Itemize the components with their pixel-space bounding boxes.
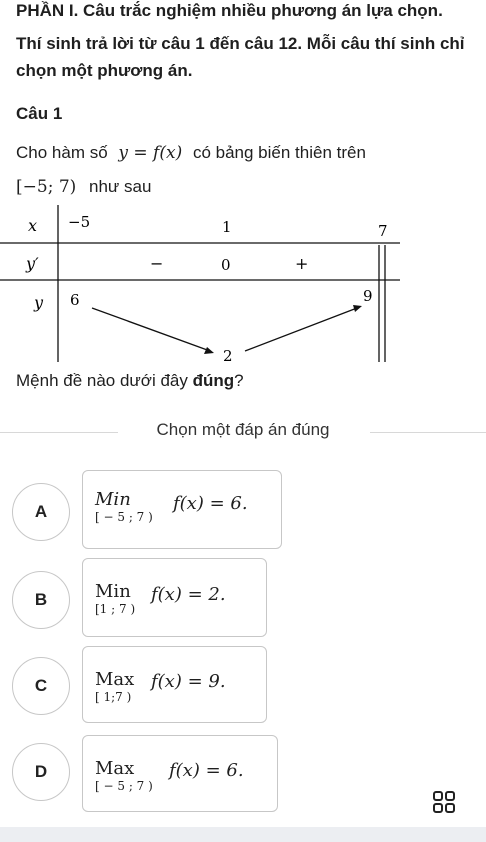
table-yprime-sign-left: − bbox=[150, 254, 164, 273]
option-c-button[interactable] bbox=[12, 657, 70, 715]
table-yprime-label: y′ bbox=[26, 254, 39, 273]
option-a-button[interactable] bbox=[12, 483, 70, 541]
table-y-value-start: 6 bbox=[70, 291, 80, 309]
question-text-after: có bảng biến thiên trên bbox=[192, 143, 366, 162]
option-a-expression: f(x) = 6. bbox=[173, 493, 248, 514]
table-yprime-sign-right: + bbox=[295, 254, 309, 273]
option-d-card[interactable] bbox=[82, 735, 278, 812]
option-d-expression: f(x) = 6. bbox=[169, 760, 244, 781]
option-b-card[interactable] bbox=[82, 558, 267, 637]
table-x-value-end: 7 bbox=[378, 222, 388, 240]
option-a-card[interactable] bbox=[82, 470, 282, 549]
choose-label: Chọn một đáp án đúng bbox=[156, 420, 330, 439]
bottom-bar bbox=[0, 827, 486, 842]
question-text-before: Cho hàm số bbox=[16, 143, 108, 162]
option-a-letter: A bbox=[34, 502, 48, 521]
variation-table bbox=[0, 205, 400, 365]
table-x-value-mid: 1 bbox=[222, 218, 232, 236]
option-d-operator: Max bbox=[95, 758, 135, 779]
prompt-after: ? bbox=[234, 371, 244, 390]
option-c-card[interactable] bbox=[82, 646, 267, 723]
grid-icon[interactable] bbox=[432, 790, 456, 814]
option-b-letter: B bbox=[34, 590, 48, 609]
question-label: Câu 1 bbox=[16, 104, 63, 123]
option-c-operator: Max bbox=[95, 669, 135, 690]
option-b-button[interactable] bbox=[12, 571, 70, 629]
option-a-operator: Min bbox=[95, 489, 131, 510]
table-yprime-zero: 0 bbox=[221, 256, 231, 274]
option-d-button[interactable] bbox=[12, 743, 70, 801]
option-d-subscript: [ − 5 ; 7 ) bbox=[95, 779, 153, 793]
prompt-before: Mệnh đề nào dưới đây bbox=[16, 371, 193, 390]
option-c-expression: f(x) = 9. bbox=[151, 671, 226, 692]
table-y-label: y bbox=[34, 293, 44, 312]
option-c-letter: C bbox=[34, 676, 48, 695]
option-d-letter: D bbox=[34, 762, 48, 781]
table-y-value-min: 2 bbox=[223, 347, 233, 365]
table-x-label: x bbox=[28, 216, 38, 235]
question-text bbox=[16, 136, 476, 204]
section-title: PHẦN I. Câu trắc nghiệm nhiều phương án lựa chọn. bbox=[16, 1, 443, 20]
question-prompt bbox=[16, 371, 244, 391]
option-b-operator: Min bbox=[95, 581, 131, 602]
question-function: y = f(x) bbox=[118, 143, 183, 163]
option-c-subscript: [ 1;7 ) bbox=[95, 690, 132, 704]
option-b-subscript: [1 ; 7 ) bbox=[95, 602, 136, 616]
prompt-bold: đúng bbox=[192, 371, 235, 390]
option-a-subscript: [ − 5 ; 7 ) bbox=[95, 510, 153, 524]
question-text-end: như sau bbox=[89, 177, 152, 196]
table-x-value-start: −5 bbox=[68, 213, 91, 231]
question-interval: [−5; 7) bbox=[16, 177, 77, 197]
section-instruction: Thí sinh trả lời từ câu 1 đến câu 12. Mỗi câu thí sinh chỉ chọn một phương án. bbox=[16, 34, 465, 80]
table-y-value-end: 9 bbox=[363, 287, 373, 305]
option-b-expression: f(x) = 2. bbox=[151, 584, 226, 605]
choose-divider bbox=[0, 420, 486, 444]
